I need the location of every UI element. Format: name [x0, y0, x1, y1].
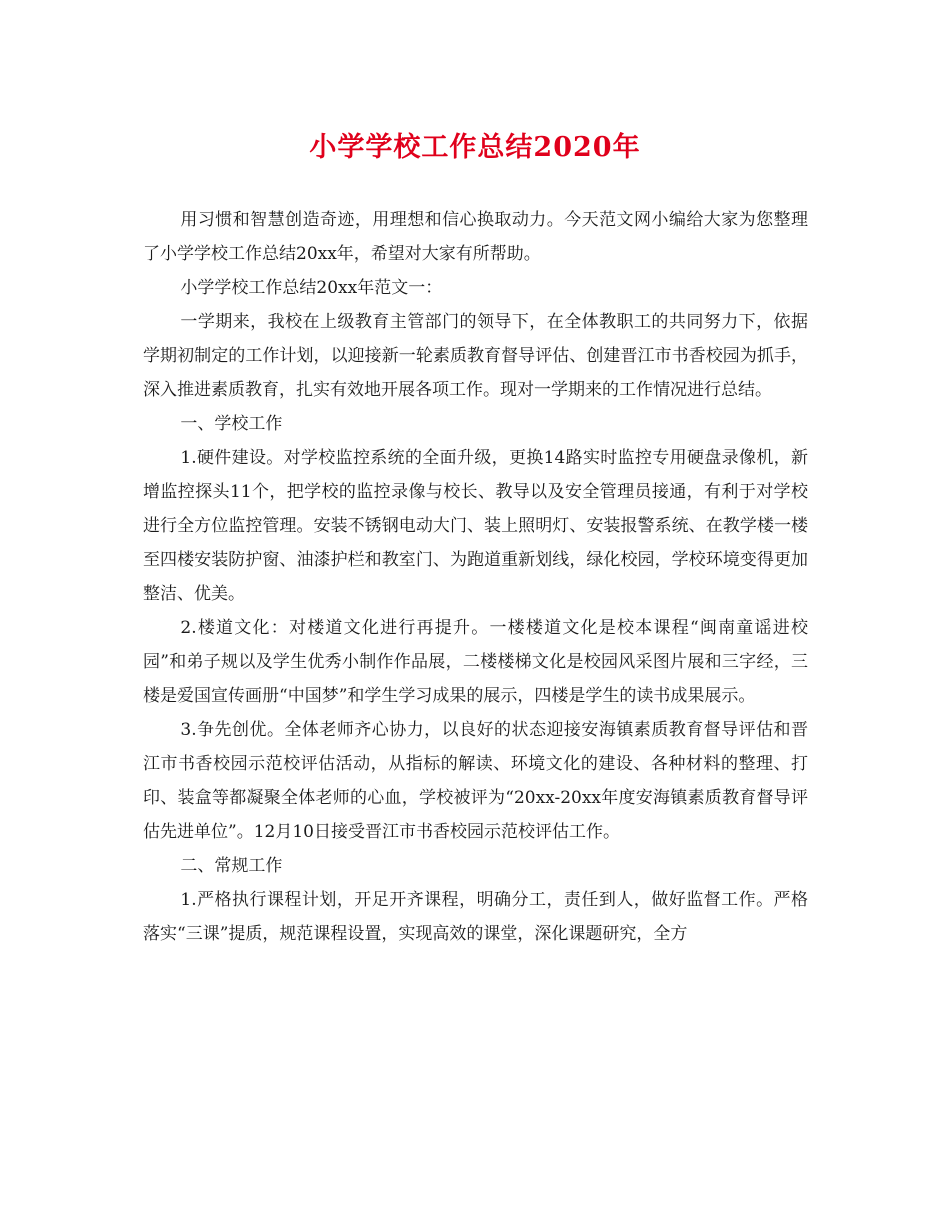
paragraph-hardware: 1.硬件建设。对学校监控系统的全面升级，更换14路实时监控专用硬盘录像机，新增监控探头11个，把学校的监控录像与校长、教导以及安全管理员接通，有利于对学校进行全方位监控管理。安装不锈钢电动大门、装上照明灯、安装报警系统、在教学楼一楼至四楼安装防护窗、油漆护栏和教室门、为跑道重新划线，绿化校园，学校环境变得更加整洁、优美。 — [143, 448, 808, 604]
paragraph-excellence: 3.争先创优。全体老师齐心协力，以良好的状态迎接安海镇素质教育督导评估和晋江市书香校园示范校评估活动，从指标的解读、环境文化的建设、各种材料的整理、打印、装盒等都凝聚全体老师的心血，学校被评为“20xx-20xx年度安海镇素质教育督导评估先进单位”。12月10日接受晋江市书香校园示范校评估工作。 — [143, 720, 808, 842]
paragraph-curriculum: 1.严格执行课程计划，开足开齐课程，明确分工，责任到人，做好监督工作。严格落实“三课”提质，规范课程设置，实现高效的课堂，深化课题研究，全方 — [143, 890, 808, 944]
paragraph-intro: 用习惯和智慧创造奇迹，用理想和信心换取动力。今天范文网小编给大家为您整理了小学学校工作总结20xx年，希望对大家有所帮助。 — [143, 210, 808, 264]
paragraph-overview: 一学期来，我校在上级教育主管部门的领导下，在全体教职工的共同努力下，依据学期初制定的工作计划，以迎接新一轮素质教育督导评估、创建晋江市书香校园为抓手，深入推进素质教育，扎实有效地开展各项工作。现对一学期来的工作情况进行总结。 — [143, 312, 808, 400]
document-body — [143, 203, 808, 951]
paragraph-sample-heading: 小学学校工作总结20xx年范文一： — [180, 278, 443, 298]
section-heading-school-work: 一、学校工作 — [180, 414, 283, 434]
paragraph-corridor-culture: 2.楼道文化：对楼道文化进行再提升。一楼楼道文化是校本课程“闽南童谣进校园”和弟子规以及学生优秀小制作作品展，二楼楼梯文化是校园风采图片展和三字经，三楼是爱国宣传画册“中国梦”和学生学习成果的展示，四楼是学生的读书成果展示。 — [143, 618, 808, 706]
document-title: 小学学校工作总结2020年 — [309, 132, 641, 163]
section-heading-routine-work: 二、常规工作 — [180, 856, 283, 876]
